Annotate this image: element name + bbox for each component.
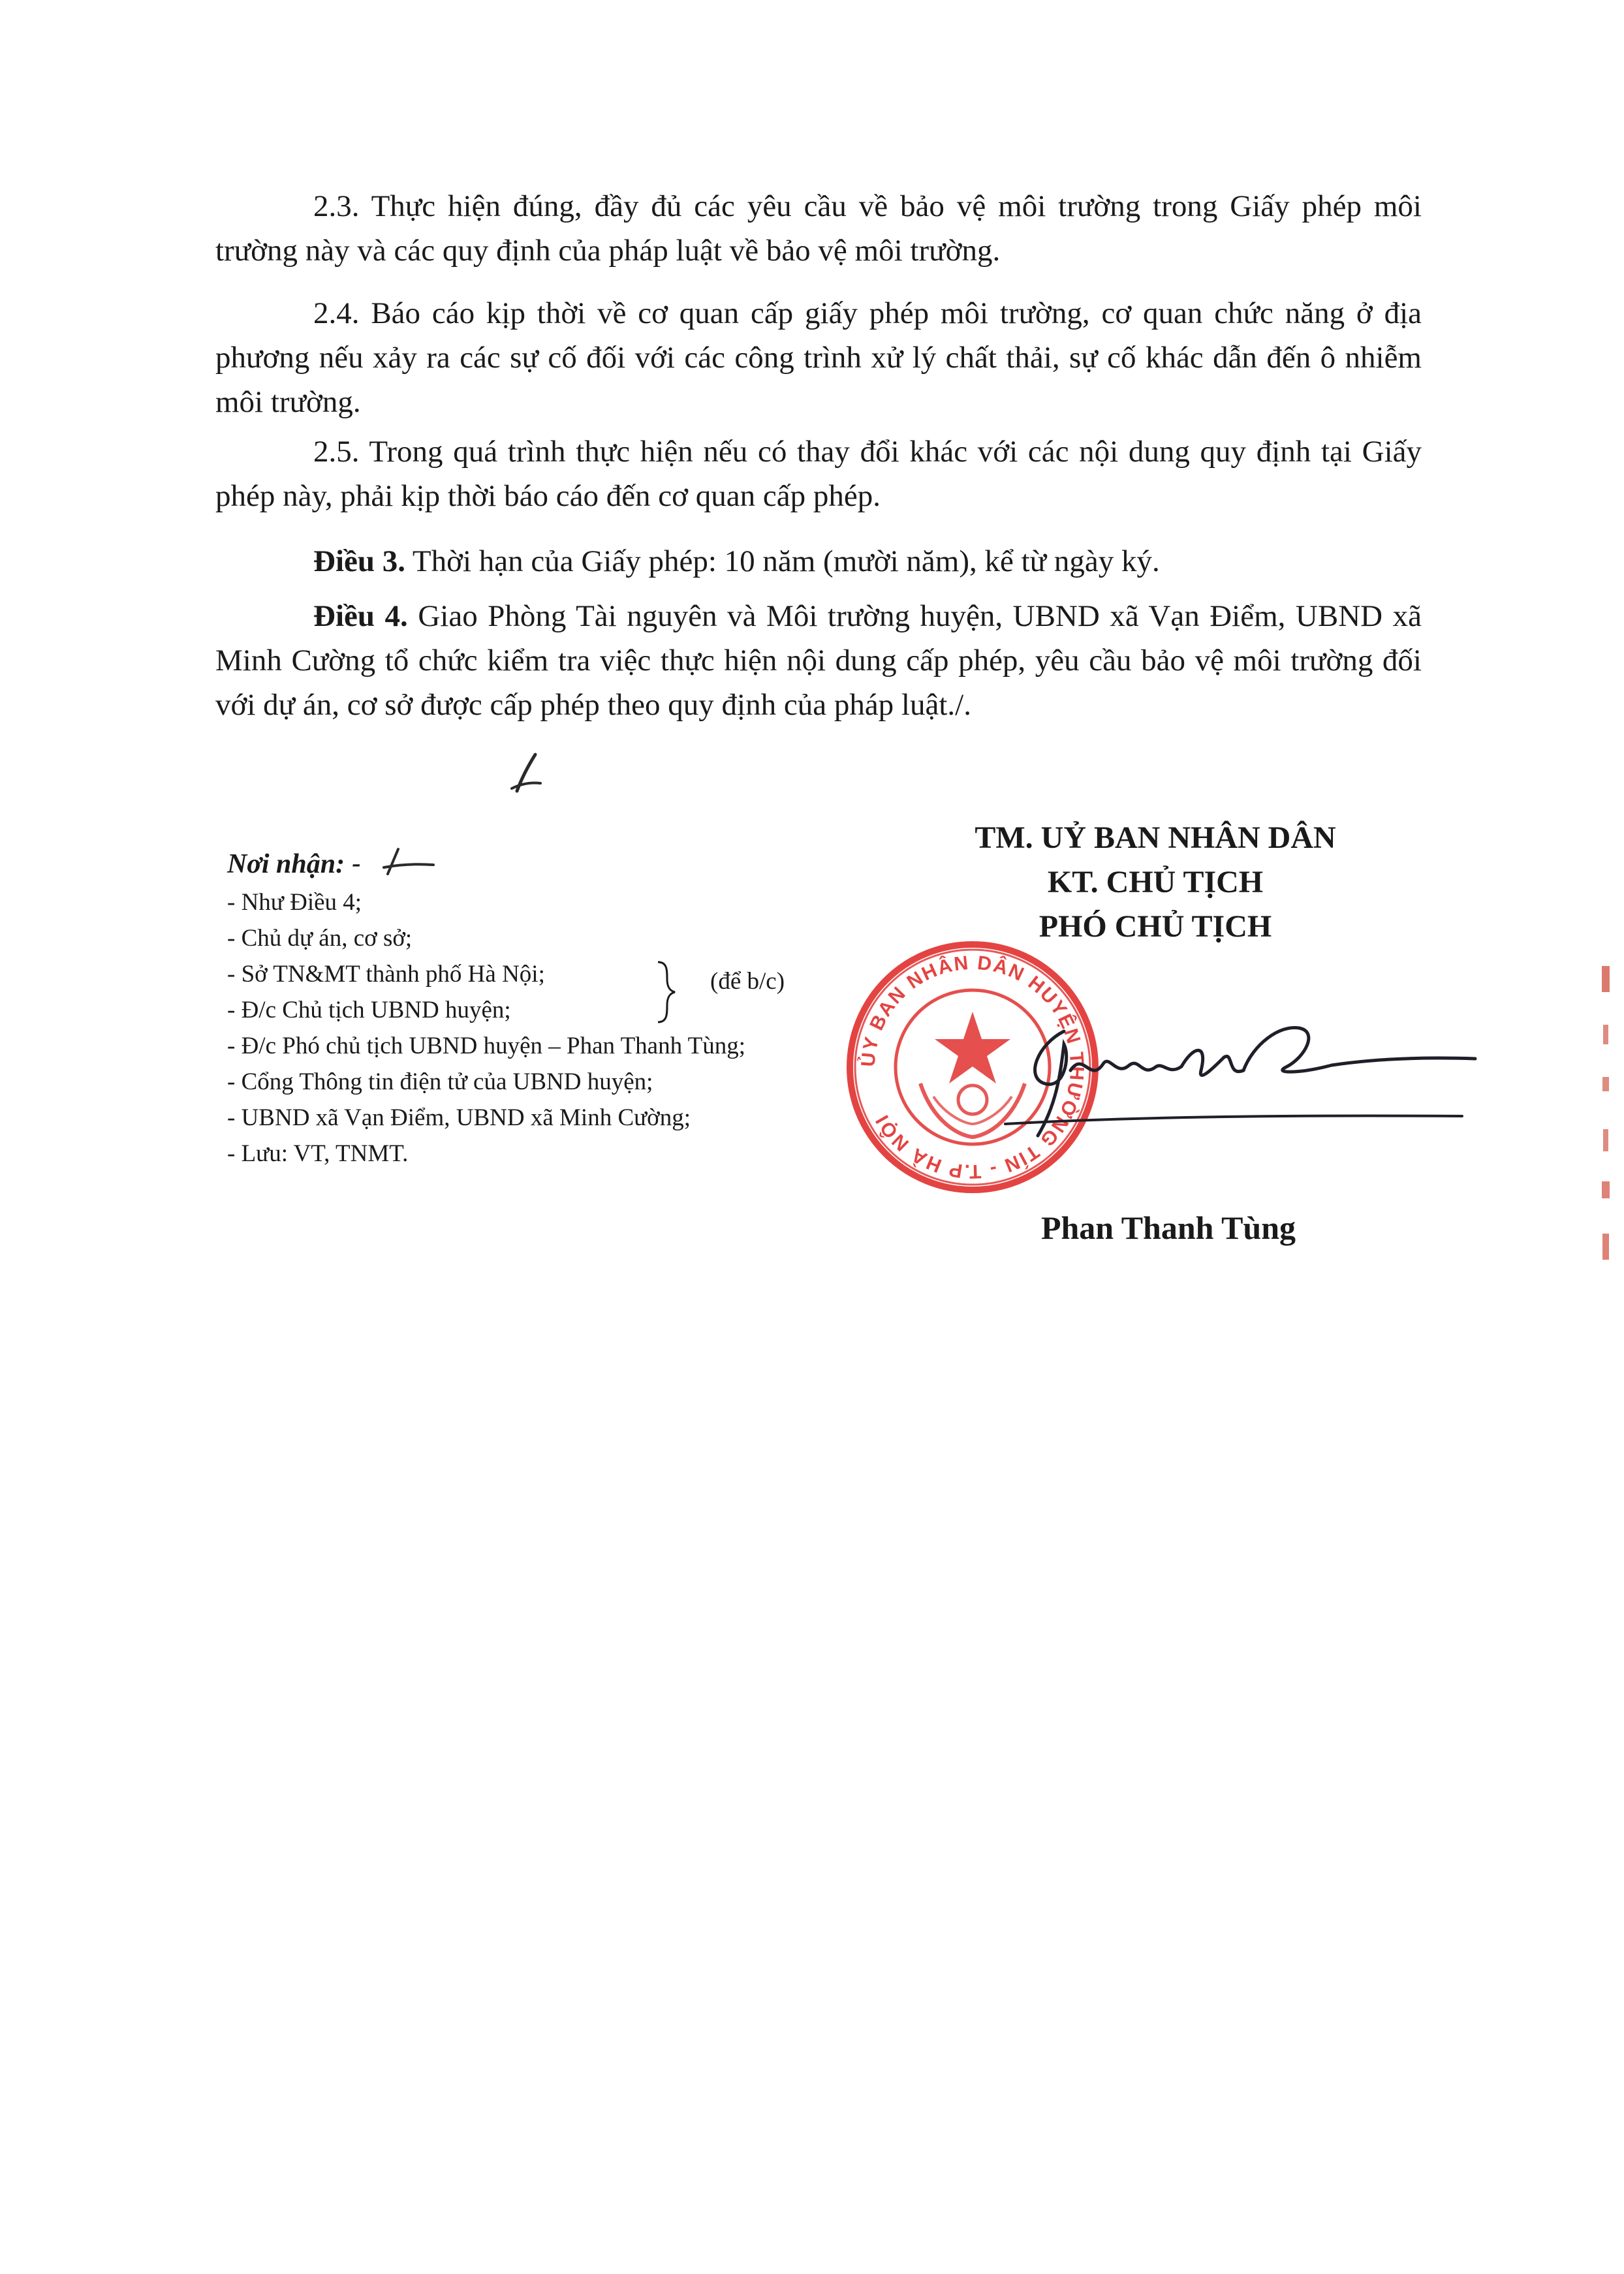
scan-edge-marks — [1593, 966, 1619, 1266]
recipient-item: - Lưu: VT, TNMT. — [227, 1140, 409, 1167]
signer-title-block — [901, 816, 1410, 949]
seal-text: ỦY BAN NHÂN DÂN HUYỆN THƯỜNG TÍN - T.P HÀ NỘI — [857, 952, 1088, 1183]
handwritten-signature — [992, 1005, 1488, 1149]
article-3-label: Điều 3. — [313, 544, 405, 578]
paragraph-2-5: 2.5. Trong quá trình thực hiện nếu có thay đổi khác với các nội dung quy định tại Giấy phép này, phải kịp thời báo cáo đến cơ quan cấp phép. — [215, 435, 1422, 513]
signer-line-1: TM. UỶ BAN NHÂN DÂN — [975, 820, 1336, 855]
paragraph-2-4: 2.4. Báo cáo kịp thời về cơ quan cấp giấy phép môi trường, cơ quan chức năng ở địa phương nếu xảy ra các sự cố đối với các công trình xử lý chất thải, sự cố khác dẫn đến ô nhiễm môi trường. — [215, 296, 1422, 419]
recipient-item: - Đ/c Chủ tịch UBND huyện; — [227, 997, 511, 1023]
signer-line-2: KT. CHỦ TỊCH — [1047, 865, 1264, 899]
paragraph-2-3: 2.3. Thực hiện đúng, đầy đủ các yêu cầu về bảo vệ môi trường trong Giấy phép môi trường này và các quy định của pháp luật về bảo vệ môi trường. — [215, 189, 1422, 268]
handwritten-count-mark — [379, 845, 437, 884]
article-3-text: Thời hạn của Giấy phép: 10 năm (mười năm), kể từ ngày ký. — [412, 544, 1160, 578]
signer-line-3: PHÓ CHỦ TỊCH — [1038, 909, 1272, 944]
recipient-item: - Như Điều 4; — [227, 889, 362, 916]
signer-name: Phan Thanh Tùng — [1040, 1209, 1296, 1246]
recipients-heading-text: Nơi nhận: — [227, 849, 345, 879]
recipients-block — [227, 843, 880, 1172]
brace-note: (để b/c) — [710, 968, 785, 995]
handwritten-initial-mark — [509, 751, 548, 796]
recipient-item: - Cổng Thông tin điện tử của UBND huyện; — [227, 1068, 653, 1095]
recipients-heading-mark: - — [351, 847, 361, 879]
recipient-item: - Đ/c Phó chủ tịch UBND huyện – Phan Thanh Tùng; — [227, 1033, 746, 1059]
article-4-text: Giao Phòng Tài nguyên và Môi trường huyện, UBND xã Vạn Điểm, UBND xã Minh Cường tổ chức kiểm tra việc thực hiện nội dung cấp phép, yêu cầu bảo vệ môi trường đối với dự án, cơ sở được cấp phép theo quy định của pháp luật./. — [215, 599, 1422, 722]
article-4 — [215, 594, 1422, 727]
recipient-item: - Chủ dự án, cơ sở; — [227, 925, 413, 952]
recipient-item: - Sở TN&MT thành phố Hà Nội; — [227, 961, 545, 988]
article-3 — [215, 539, 1422, 584]
brace-icon — [653, 959, 679, 1025]
recipients-heading — [227, 843, 880, 884]
recipient-item: - UBND xã Vạn Điểm, UBND xã Minh Cường; — [227, 1104, 691, 1131]
article-4-label: Điều 4. — [313, 599, 408, 633]
